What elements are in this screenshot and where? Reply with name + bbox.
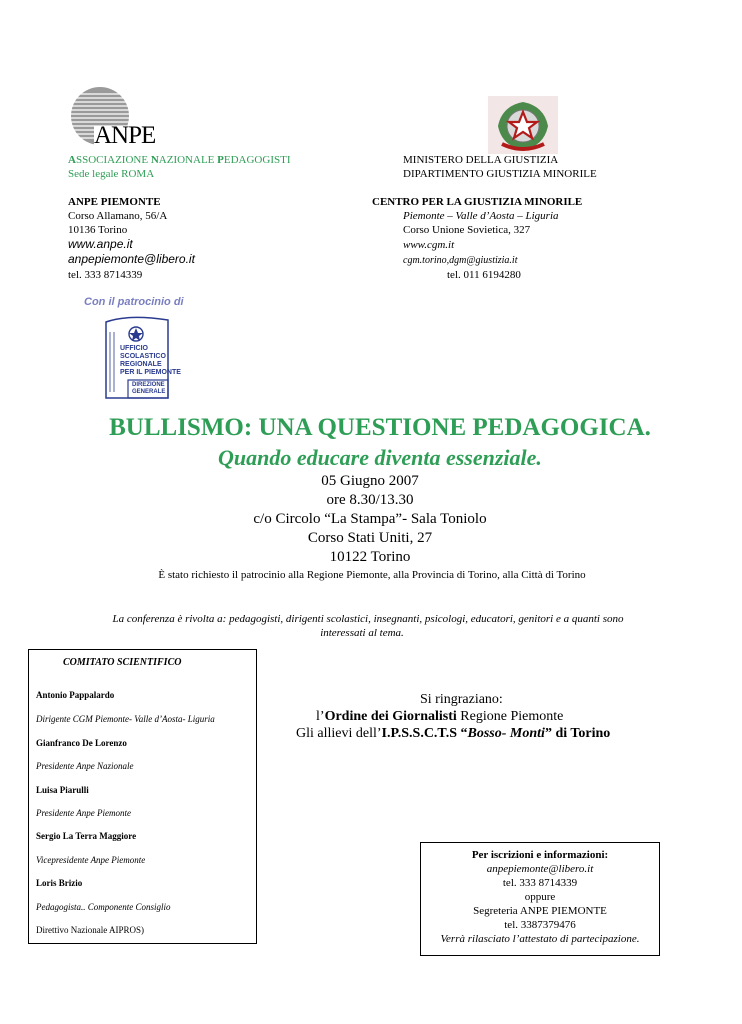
event-date: 05 Giugno 2007 xyxy=(321,473,419,489)
thanks-line-2-prefix: Gli allievi dell’ xyxy=(296,726,382,741)
patronage-request-note: È stato richiesto il patrocinio alla Regione Piemonte, alla Provincia di Torino, alla Città di Torino xyxy=(158,569,586,581)
assoc-initial-n: N xyxy=(150,154,159,166)
ministry-name: MINISTERO DELLA GIUSTIZIA xyxy=(403,154,559,166)
event-venue: c/o Circolo “La Stampa”- Sala Toniolo xyxy=(253,511,487,527)
assoc-initial-p: P xyxy=(217,154,224,166)
info-box xyxy=(420,842,660,956)
thanks-line-1-suffix: Regione Piemonte xyxy=(456,709,564,724)
info-phone-1: tel. 333 8714339 xyxy=(502,877,578,889)
thanks-line-1 xyxy=(316,709,563,725)
info-secretary: Segreteria ANPE PIEMONTE xyxy=(473,905,607,917)
cgm-centre: CENTRO PER LA GIUSTIZIA MINORILE xyxy=(372,196,583,208)
anpe-address-2: 10136 Torino xyxy=(68,224,128,236)
svg-text:REGIONALE: REGIONALE xyxy=(120,361,162,368)
patronage-label: Con il patrocinio di xyxy=(84,296,184,308)
school-name: I.P.S.S.C.T.S “ xyxy=(381,726,468,741)
svg-text:UFFICIO: UFFICIO xyxy=(120,345,148,352)
ministry-dept: DIPARTIMENTO GIUSTIZIA MINORILE xyxy=(403,168,597,180)
thanks-line-2 xyxy=(296,726,610,742)
committee-box xyxy=(28,649,257,944)
committee-member-role: Vicepresidente Anpe Piemonte xyxy=(36,855,146,865)
audience-line-1: La conferenza è rivolta a: pedagogisti, dirigenti scolastici, insegnanti, psicologi, educatori, genitori e a quanti sono xyxy=(112,613,624,625)
anpe-web-link[interactable]: www.anpe.it xyxy=(68,237,133,251)
anpe-email-link[interactable]: anpepiemonte@libero.it xyxy=(68,252,195,266)
anpe-phone: tel. 333 8714339 xyxy=(68,269,143,281)
assoc-word-3: EDAGOGISTI xyxy=(223,154,291,166)
cgm-address: Corso Unione Sovietica, 327 xyxy=(403,224,531,236)
committee-member-name: Luisa Piarulli xyxy=(36,785,89,795)
thanks-line-2-suffix: ” di Torino xyxy=(544,726,611,741)
event-city: 10122 Torino xyxy=(329,549,411,565)
assoc-word-1: SSOCIAZIONE xyxy=(75,154,151,166)
info-title: Per iscrizioni e informazioni: xyxy=(471,849,609,861)
svg-text:SCOLASTICO: SCOLASTICO xyxy=(120,353,166,360)
committee-member-role: Dirigente CGM Piemonte- Valle d’Aosta- Liguria xyxy=(36,714,215,724)
event-street: Corso Stati Uniti, 27 xyxy=(307,530,433,546)
anpe-logo-text: ANPE xyxy=(94,122,156,149)
info-phone-2: tel. 3387379476 xyxy=(504,919,576,931)
audience-line-2: interessati al tema. xyxy=(320,627,404,639)
assoc-initial-a: A xyxy=(68,154,76,166)
info-certificate-note: Verrà rilasciato l’attestato di partecipazione. xyxy=(440,933,640,945)
committee-member-name: Loris Brizio xyxy=(36,878,83,888)
cgm-web-link[interactable]: www.cgm.it xyxy=(403,239,455,251)
committee-member-name: Sergio La Terra Maggiore xyxy=(36,831,137,841)
committee-member-name: Gianfranco De Lorenzo xyxy=(36,738,127,748)
committee-member-role: Presidente Anpe Piemonte xyxy=(36,808,131,818)
event-subtitle: Quando educare diventa essenziale. xyxy=(218,445,542,470)
cgm-phone: tel. 011 6194280 xyxy=(447,269,521,281)
assoc-word-2: AZIONALE xyxy=(158,154,218,166)
committee-footer: Direttivo Nazionale AIPROS) xyxy=(36,925,144,935)
italian-republic-emblem xyxy=(488,96,558,154)
committee-member-name: Antonio Pappalardo xyxy=(36,690,115,700)
assoc-sede: Sede legale ROMA xyxy=(68,168,155,180)
info-or: oppure xyxy=(524,891,556,903)
info-email-link[interactable]: anpepiemonte@libero.it xyxy=(486,863,594,875)
ordine-giornalisti: Ordine dei Giornalisti xyxy=(324,709,457,724)
svg-text:GENERALE: GENERALE xyxy=(132,389,166,395)
committee-title: COMITATO SCIENTIFICO xyxy=(63,657,182,668)
thanks-heading: Si ringraziano: xyxy=(420,692,503,707)
school-name-italic: Bosso- Monti xyxy=(467,726,545,741)
event-title: BULLISMO: UNA QUESTIONE PEDAGOGICA. xyxy=(109,414,651,441)
anpe-address-1: Corso Allamano, 56/A xyxy=(68,210,168,222)
cgm-region: Piemonte – Valle d’Aosta – Liguria xyxy=(403,210,559,222)
anpe-logo xyxy=(66,86,156,150)
cgm-email-link[interactable]: cgm.torino,dgm@giustizia.it xyxy=(403,255,518,266)
anpe-branch: ANPE PIEMONTE xyxy=(68,196,161,208)
committee-member-role: Presidente Anpe Nazionale xyxy=(36,761,134,771)
event-time: ore 8.30/13.30 xyxy=(326,492,414,508)
usr-piemonte-logo xyxy=(98,312,181,400)
svg-text:DIREZIONE: DIREZIONE xyxy=(132,382,165,388)
svg-text:PER IL PIEMONTE: PER IL PIEMONTE xyxy=(120,369,181,376)
assoc-name xyxy=(68,153,290,168)
thanks-line-1-prefix: l’ xyxy=(316,709,325,724)
committee-member-role: Pedagogista.. Componente Consiglio xyxy=(36,902,171,912)
